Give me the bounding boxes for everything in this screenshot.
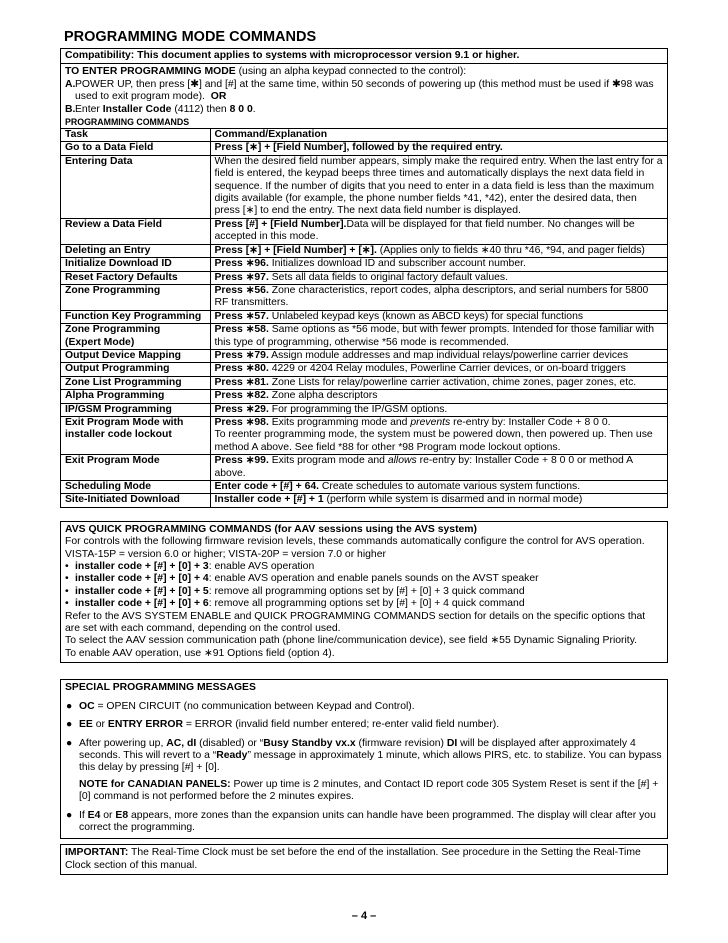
avs-outro-2: To select the AAV session communication path (phone line/communication device), see field ∗55 Dynamic Signaling Priority. bbox=[65, 635, 638, 647]
special-messages-box bbox=[60, 679, 668, 839]
task-cell: Zone Programming (Expert Mode) bbox=[61, 324, 210, 350]
task-cell: Output Device Mapping bbox=[61, 349, 210, 362]
commands-table bbox=[61, 128, 667, 507]
task-cell: Reset Factory Defaults bbox=[61, 271, 210, 284]
table-row bbox=[61, 284, 667, 310]
avs-outro-1: Refer to the AVS SYSTEM ENABLE and QUICK PROGRAMMING COMMANDS section for details on the specific options that are set with each command, depending on the control used. bbox=[65, 610, 646, 635]
page-number: – 4 – bbox=[351, 910, 377, 922]
command-cell: Press ∗82. Zone alpha descriptors bbox=[210, 390, 667, 403]
table-row bbox=[61, 310, 667, 323]
command-cell: Press ∗58. Same options as *56 mode, but with fewer prompts. Intended for those familiar with this type of programming, otherwise *56 mode is recommended. bbox=[210, 324, 667, 350]
table-row bbox=[61, 455, 667, 481]
task-cell: Exit Program Mode with installer code lockout bbox=[61, 416, 210, 454]
programming-commands-box bbox=[60, 48, 668, 508]
table-row bbox=[61, 271, 667, 284]
command-cell: Press [#] + [Field Number].Data will be displayed for that field number. No changes will be accepted in this mode. bbox=[210, 218, 667, 244]
task-cell: Alpha Programming bbox=[61, 390, 210, 403]
table-row bbox=[61, 244, 667, 257]
header-task: Task bbox=[61, 129, 210, 142]
table-row bbox=[61, 403, 667, 416]
task-cell: Exit Program Mode bbox=[61, 455, 210, 481]
table-row bbox=[61, 494, 667, 507]
task-cell: Initialize Download ID bbox=[61, 258, 210, 271]
to-enter-heading: TO ENTER PROGRAMMING MODE (using an alpha keypad connected to the control): bbox=[65, 66, 467, 78]
command-cell: Installer code + [#] + 1 (perform while system is disarmed and in normal mode) bbox=[210, 494, 667, 507]
table-row bbox=[61, 155, 667, 218]
programming-commands-label: PROGRAMMING COMMANDS bbox=[65, 117, 190, 128]
list-item: • installer code + [#] + [0] + 4: enable AVS operation and enable panels sounds on the AVST speaker bbox=[65, 573, 663, 585]
task-cell: Zone Programming bbox=[61, 284, 210, 310]
command-cell: Press ∗81. Zone Lists for relay/powerline carrier activation, chime zones, pager zones, etc. bbox=[210, 376, 667, 389]
command-cell: Press [∗] + [Field Number], followed by the required entry. bbox=[210, 142, 667, 155]
table-row bbox=[61, 481, 667, 494]
task-cell: Site-Initiated Download bbox=[61, 494, 210, 507]
message-e4-e8: ● If E4 or E8 appears, more zones than the expansion units can handle have been programmed. The display will clear after you correct the programming. bbox=[66, 809, 656, 833]
table-row bbox=[61, 349, 667, 362]
list-item: • installer code + [#] + [0] + 3: enable AVS operation bbox=[65, 561, 663, 573]
page-title: PROGRAMMING MODE COMMANDS bbox=[64, 29, 317, 45]
command-cell: Press ∗79. Assign module addresses and map individual relays/powerline carrier devices bbox=[210, 349, 667, 362]
task-cell: Review a Data Field bbox=[61, 218, 210, 244]
command-cell: Press ∗29. For programming the IP/GSM options. bbox=[210, 403, 667, 416]
list-item: • installer code + [#] + [0] + 5: remove all programming options set by [#] + [0] + 3 quick command bbox=[65, 586, 663, 598]
table-row bbox=[61, 218, 667, 244]
command-cell: Press ∗80. 4229 or 4204 Relay modules, Powerline Carrier devices, or on-board triggers bbox=[210, 363, 667, 376]
table-header bbox=[61, 129, 667, 142]
command-cell: Enter code + [#] + 64. Create schedules to automate various system functions. bbox=[210, 481, 667, 494]
task-cell: Go to a Data Field bbox=[61, 142, 210, 155]
header-command: Command/Explanation bbox=[210, 129, 667, 142]
table-row bbox=[61, 258, 667, 271]
canadian-note: NOTE for CANADIAN PANELS: Power up time is 2 minutes, and Contact ID report code 305 System Reset is sent if the [#] + [0] command is not performed before the 2 minutes expires. bbox=[79, 778, 659, 803]
method-a: A. POWER UP, then press [✱] and [#] at the same time, within 50 seconds of powering up (this method must be used if ✱98 was used to exit program mode). OR bbox=[65, 78, 654, 103]
task-cell: Entering Data bbox=[61, 155, 210, 218]
avs-outro-3: To enable AAV operation, use ∗91 Options field (option 4). bbox=[65, 647, 335, 659]
command-cell: Press ∗98. Exits programming mode and prevents re-entry by: Installer Code + 8 0 0. To reenter programming mode, the system must be powered down, then powered up. Then use method A above. See field *88 for other *98 Program mode lockout options. bbox=[210, 416, 667, 454]
command-cell: Press ∗96. Initializes download ID and subscriber account number. bbox=[210, 258, 667, 271]
special-heading: SPECIAL PROGRAMMING MESSAGES bbox=[65, 682, 256, 694]
command-cell: When the desired field number appears, simply make the required entry. When the last entry for a field is entered, the keypad beeps three times and automatically displays the next data field in sequence. If the number of digits that you need to enter in a data field is less than the maximum digits available (for example, the phone number fields *41, *42), enter the desired data, then press [∗] to end the entry. The next data field number is displayed. bbox=[210, 155, 667, 218]
command-cell: Press [∗] + [Field Number] + [∗]. (Applies only to fields ∗40 thru *46, *94, and pager fields) bbox=[210, 244, 667, 257]
to-enter-section bbox=[61, 64, 667, 116]
message-ee: ● EE or ENTRY ERROR = ERROR (invalid field number entered; re-enter valid field number). bbox=[66, 719, 500, 731]
task-cell: Function Key Programming bbox=[61, 310, 210, 323]
table-row bbox=[61, 416, 667, 454]
avs-box bbox=[60, 521, 668, 663]
task-cell: Deleting an Entry bbox=[61, 244, 210, 257]
table-row bbox=[61, 390, 667, 403]
list-item: • installer code + [#] + [0] + 6: remove all programming options set by [#] + [0] + 4 quick command bbox=[65, 598, 663, 610]
command-cell: Press ∗57. Unlabeled keypad keys (known as ABCD keys) for special functions bbox=[210, 310, 667, 323]
message-power-up: ● After powering up, AC, dI (disabled) or “Busy Standby vx.x (firmware revision) DI will be displayed after approximately 4 seconds. This will revert to a “Ready” message in approximately 1 minute, which allows PIRS, etc. to stabilize. You can bypass this delay by pressing [#] + [0]. NOTE for CANADIAN PANELS: Power up time is 2 minutes, and Contact ID report code 305 System Reset is sent if the [#] + [0] command is not performed before the 2 minutes expires. bbox=[66, 737, 662, 803]
avs-bullets bbox=[65, 561, 663, 611]
task-cell: Output Programming bbox=[61, 363, 210, 376]
method-b: B. Enter Installer Code (4112) then 8 0 0. bbox=[65, 103, 256, 115]
task-cell: Zone List Programming bbox=[61, 376, 210, 389]
task-cell: IP/GSM Programming bbox=[61, 403, 210, 416]
task-cell: Scheduling Mode bbox=[61, 481, 210, 494]
avs-heading: AVS QUICK PROGRAMMING COMMANDS (for AAV sessions using the AVS system) bbox=[65, 523, 478, 535]
important-box: IMPORTANT: The Real-Time Clock must be set before the end of the installation. See procedure in the Setting the Real-Time Clock section of this manual. bbox=[60, 844, 668, 875]
table-row bbox=[61, 376, 667, 389]
command-cell: Press ∗97. Sets all data fields to original factory default values. bbox=[210, 271, 667, 284]
message-oc: ● OC = OPEN CIRCUIT (no communication between Keypad and Control). bbox=[66, 700, 415, 712]
table-row bbox=[61, 142, 667, 155]
table-row bbox=[61, 363, 667, 376]
command-cell: Press ∗99. Exits program mode and allows re-entry by: Installer Code + 8 0 0 or method A above. bbox=[210, 455, 667, 481]
compatibility-note: Compatibility: This document applies to systems with microprocessor version 9.1 or higher. bbox=[61, 49, 667, 64]
command-cell: Press ∗56. Zone characteristics, report codes, alpha descriptors, and serial numbers for 5800 RF transmitters. bbox=[210, 284, 667, 310]
avs-intro: For controls with the following firmware revision levels, these commands automatically configure the control for AVS operation. VISTA-15P = version 6.0 or higher; VISTA-20P = version 7.0 or higher bbox=[65, 536, 645, 560]
table-row bbox=[61, 324, 667, 350]
